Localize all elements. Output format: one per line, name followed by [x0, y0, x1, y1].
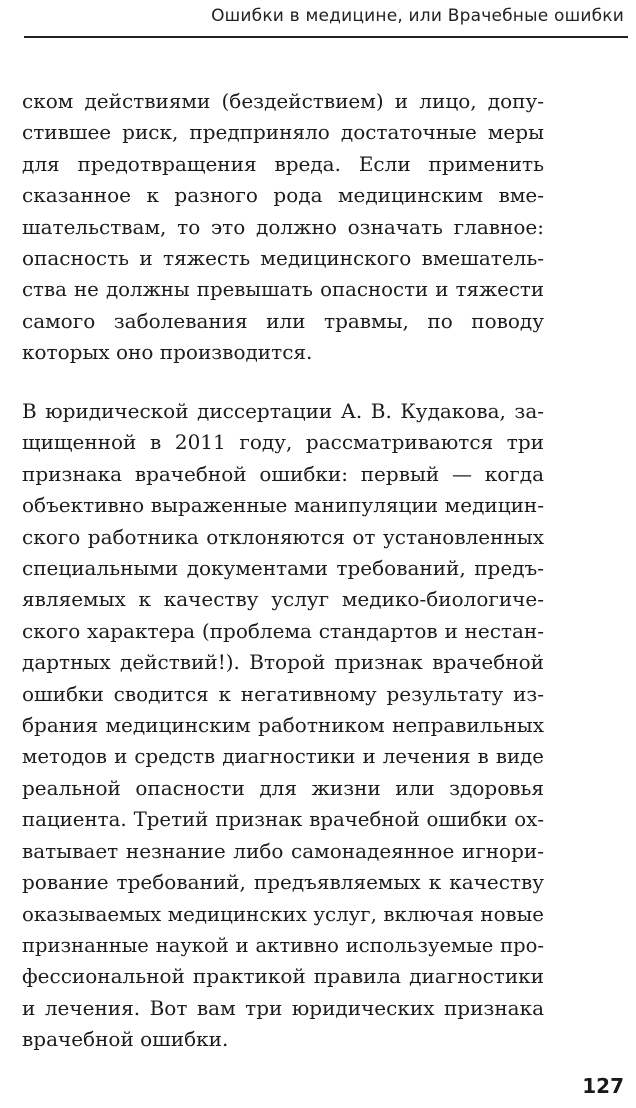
text-line: самого заболевания или травмы, по поводу	[22, 308, 544, 333]
text-line: ства не должны превышать опасности и тяжести	[22, 278, 544, 302]
text-line: ошибки сводится к негативному результату из-	[22, 681, 544, 706]
text-line: для предотвращения вреда. Если применить	[22, 151, 544, 176]
text-line: ватывает незнание либо самонадеянное игнори-	[22, 838, 544, 863]
text-line: врачебной ошибки.	[22, 1027, 229, 1052]
text-line: дартных действий!). Второй признак врачебной	[22, 650, 544, 675]
text-line: признанные наукой и активно используемые про-	[22, 933, 544, 957]
text-line: шательствам, то это должно означать главное:	[22, 214, 544, 239]
text-line: фессиональной практикой правила диагностики	[22, 964, 544, 989]
text-line: опасность и тяжесть медицинского вмешатель-	[22, 246, 544, 271]
paragraph-1	[22, 86, 544, 369]
text-line: сказанное к разного рода медицинским вме-	[22, 183, 544, 208]
text-line: оказываемых медицинских услуг, включая новые	[22, 902, 544, 926]
running-header-title: Ошибки в медицине, или Врачебные ошибки	[211, 6, 624, 26]
text-line: и лечения. Вот вам три юридических признака	[22, 995, 544, 1020]
text-line: объективно выраженные манипуляции медицин-	[22, 493, 544, 518]
text-line: ского характера (проблема стандартов и нестан-	[22, 618, 544, 643]
text-line: брания медицинским работником неправильных	[22, 713, 544, 738]
text-line: ского работника отклоняются от установленных	[22, 524, 544, 549]
text-line: признака врачебной ошибки: первый — когда	[22, 461, 544, 486]
page-number: 127	[582, 1074, 624, 1098]
text-line: специальными документами требований, предъ-	[22, 556, 544, 581]
text-line: методов и средств диагностики и лечения в виде	[22, 745, 544, 769]
text-line: щищенной в 2011 году, рассматриваются три	[22, 430, 544, 455]
text-line: пациента. Третий признак врачебной ошибки ох-	[22, 808, 544, 832]
header-rule	[24, 36, 628, 38]
text-line: рование требований, предъявляемых к качеству	[22, 870, 544, 895]
text-line: ском действиями (бездействием) и лицо, допу-	[22, 89, 544, 113]
text-line: В юридической диссертации А. В. Кудакова, за-	[22, 399, 544, 423]
text-line: реальной опасности для жизни или здоровья	[22, 775, 544, 800]
text-line: стившее риск, предприняло достаточные меры	[22, 120, 544, 145]
text-line: являемых к качеству услуг медико-биологиче-	[22, 587, 544, 612]
paragraph-2	[22, 396, 544, 1056]
text-line: которых оно производится.	[22, 340, 313, 365]
